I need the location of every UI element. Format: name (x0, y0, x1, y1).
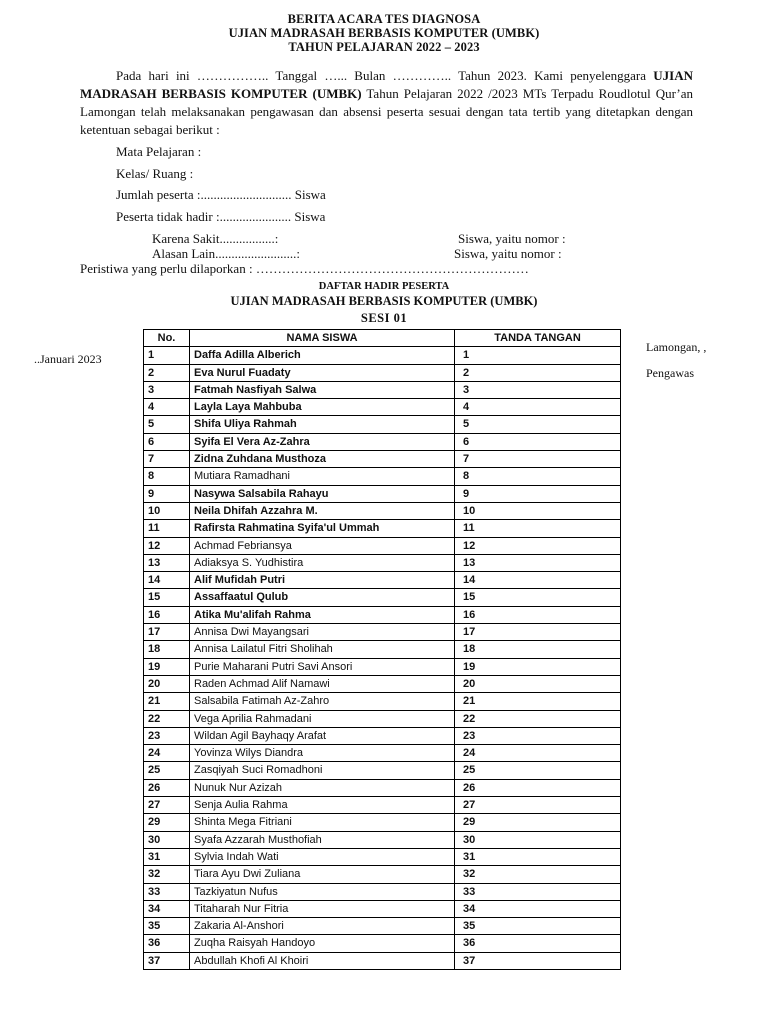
student-name: Senja Aulia Rahma (190, 797, 455, 814)
student-name: Tazkiyatun Nufus (190, 883, 455, 900)
student-name: Neila Dhifah Azzahra M. (190, 502, 455, 519)
table-body (144, 347, 621, 970)
table-row (144, 485, 621, 502)
student-name: Tiara Ayu Dwi Zuliana (190, 866, 455, 883)
table-row (144, 935, 621, 952)
student-name: Zasqiyah Suci Romadhoni (190, 762, 455, 779)
signature-cell: 36 (455, 935, 621, 952)
row-number: 11 (144, 520, 190, 537)
signature-cell: 15 (455, 589, 621, 606)
row-number: 27 (144, 797, 190, 814)
student-name: Salsabila Fatimah Az-Zahro (190, 693, 455, 710)
signature-cell: 35 (455, 918, 621, 935)
header-no: No. (144, 330, 190, 347)
field-karena-right: Siswa, yaitu nomor : (458, 231, 566, 246)
row-number: 10 (144, 502, 190, 519)
table-row (144, 745, 621, 762)
signature-cell: 22 (455, 710, 621, 727)
student-name: Fatmah Nasfiyah Salwa (190, 381, 455, 398)
student-name: Nasywa Salsabila Rahayu (190, 485, 455, 502)
intro-part1: Pada hari ini …………….. Tanggal …... Bulan ………….. Tahun 2023. Kami penyelenggara (116, 68, 654, 83)
signature-cell: 9 (455, 485, 621, 502)
student-name: Syafa Azzarah Musthofiah (190, 831, 455, 848)
row-number: 24 (144, 745, 190, 762)
row-number: 3 (144, 381, 190, 398)
table-row (144, 537, 621, 554)
table-row (144, 641, 621, 658)
student-name: Zuqha Raisyah Handoyo (190, 935, 455, 952)
row-number: 7 (144, 451, 190, 468)
row-number: 4 (144, 399, 190, 416)
row-number: 36 (144, 935, 190, 952)
row-number: 14 (144, 572, 190, 589)
field-alasan-right: Siswa, yaitu nomor : (454, 246, 562, 261)
signature-cell: 32 (455, 866, 621, 883)
row-number: 13 (144, 554, 190, 571)
field-peristiwa: Peristiwa yang perlu dilaporkan : ……………………………………………………… (80, 261, 529, 276)
table-row (144, 399, 621, 416)
signature-cell: 21 (455, 693, 621, 710)
table-row (144, 675, 621, 692)
attendance-table (143, 329, 621, 970)
table-row (144, 866, 621, 883)
signature-cell: 30 (455, 831, 621, 848)
daftar-subtitle: UJIAN MADRASAH BERBASIS KOMPUTER (UMBK) (230, 294, 538, 308)
row-number: 34 (144, 900, 190, 917)
table-row (144, 416, 621, 433)
signature-cell: 31 (455, 848, 621, 865)
table-row (144, 520, 621, 537)
table-row (144, 900, 621, 917)
field-kelas-ruang: Kelas/ Ruang : (116, 166, 194, 181)
student-name: Annisa Lailatul Fitri Sholihah (190, 641, 455, 658)
student-name: Yovinza Wilys Diandra (190, 745, 455, 762)
student-name: Shifa Uliya Rahmah (190, 416, 455, 433)
daftar-sesi: SESI 01 (360, 311, 408, 325)
row-number: 12 (144, 537, 190, 554)
row-number: 22 (144, 710, 190, 727)
signature-cell: 13 (455, 554, 621, 571)
table-row (144, 381, 621, 398)
student-name: Achmad Febriansya (190, 537, 455, 554)
field-alasan-lain: Alasan Lain.........................: (152, 246, 301, 261)
signature-cell: 8 (455, 468, 621, 485)
signature-cell: 11 (455, 520, 621, 537)
field-peserta-tidak-hadir: Peserta tidak hadir :...................... Siswa (116, 209, 326, 224)
student-name: Wildan Agil Bayhaqy Arafat (190, 727, 455, 744)
signature-cell: 10 (455, 502, 621, 519)
signature-cell: 33 (455, 883, 621, 900)
row-number: 6 (144, 433, 190, 450)
pengawas-label: Pengawas (646, 366, 694, 380)
signature-cell: 26 (455, 779, 621, 796)
row-number: 2 (144, 364, 190, 381)
row-number: 29 (144, 814, 190, 831)
table-row (144, 693, 621, 710)
signature-cell: 6 (455, 433, 621, 450)
table-row (144, 814, 621, 831)
table-row (144, 883, 621, 900)
signature-cell: 18 (455, 641, 621, 658)
table-row (144, 831, 621, 848)
student-name: Shinta Mega Fitriani (190, 814, 455, 831)
signature-cell: 24 (455, 745, 621, 762)
signature-cell: 2 (455, 364, 621, 381)
student-name: Alif Mufidah Putri (190, 572, 455, 589)
table-row (144, 502, 621, 519)
student-name: Adiaksya S. Yudhistira (190, 554, 455, 571)
table-header-row (144, 330, 621, 347)
student-name: Eva Nurul Fuadaty (190, 364, 455, 381)
signature-cell: 3 (455, 381, 621, 398)
student-name: Nunuk Nur Azizah (190, 779, 455, 796)
intro-bold: UJIAN MADRASAH BERBASIS KOMPUTER (UMBK) (80, 68, 693, 101)
student-name: Layla Laya Mahbuba (190, 399, 455, 416)
table-row (144, 347, 621, 364)
lamongan-date: Lamongan, , (646, 340, 707, 354)
table-row (144, 762, 621, 779)
table-row (144, 451, 621, 468)
table-row (144, 797, 621, 814)
row-number: 1 (144, 347, 190, 364)
row-number: 18 (144, 641, 190, 658)
table-row (144, 710, 621, 727)
row-number: 21 (144, 693, 190, 710)
signature-cell: 29 (455, 814, 621, 831)
signature-cell: 19 (455, 658, 621, 675)
signature-cell: 17 (455, 624, 621, 641)
student-name: Raden Achmad Alif Namawi (190, 675, 455, 692)
student-name: Assaffaatul Qulub (190, 589, 455, 606)
row-number: 31 (144, 848, 190, 865)
left-date: ..Januari 2023 (34, 352, 102, 366)
row-number: 33 (144, 883, 190, 900)
signature-cell: 20 (455, 675, 621, 692)
signature-cell: 1 (455, 347, 621, 364)
student-name: Zidna Zuhdana Musthoza (190, 451, 455, 468)
row-number: 17 (144, 624, 190, 641)
doc-title: BERITA ACARA TES DIAGNOSA (287, 12, 481, 26)
row-number: 8 (144, 468, 190, 485)
table-row (144, 624, 621, 641)
signature-cell: 4 (455, 399, 621, 416)
table-row (144, 727, 621, 744)
table-row (144, 468, 621, 485)
table-row (144, 554, 621, 571)
student-name: Annisa Dwi Mayangsari (190, 624, 455, 641)
student-name: Sylvia Indah Wati (190, 848, 455, 865)
student-name: Abdullah Khofi Al Khoiri (190, 952, 455, 969)
signature-cell: 34 (455, 900, 621, 917)
row-number: 15 (144, 589, 190, 606)
doc-year: TAHUN PELAJARAN 2022 – 2023 (288, 40, 480, 54)
signature-cell: 23 (455, 727, 621, 744)
signature-cell: 7 (455, 451, 621, 468)
row-number: 9 (144, 485, 190, 502)
field-mata-pelajaran: Mata Pelajaran : (116, 144, 202, 159)
table-row (144, 848, 621, 865)
signature-cell: 27 (455, 797, 621, 814)
signature-cell: 14 (455, 572, 621, 589)
row-number: 16 (144, 606, 190, 623)
intro-part2: Tahun Pelajaran 2022 /2023 MTs Terpadu Roudlotul Qur’an Lamongan telah melaksanakan pengawasan dan absensi peserta sesuai dengan tata tertib yang ditetapkan dengan ketentuan sebagai berikut : (80, 86, 694, 137)
student-name: Purie Maharani Putri Savi Ansori (190, 658, 455, 675)
student-name: Zakaria Al-Anshori (190, 918, 455, 935)
doc-subtitle: UJIAN MADRASAH BERBASIS KOMPUTER (UMBK) (228, 26, 540, 40)
row-number: 30 (144, 831, 190, 848)
row-number: 19 (144, 658, 190, 675)
signature-cell: 5 (455, 416, 621, 433)
table-row (144, 589, 621, 606)
table-row (144, 779, 621, 796)
row-number: 26 (144, 779, 190, 796)
signature-cell: 16 (455, 606, 621, 623)
row-number: 35 (144, 918, 190, 935)
student-name: Atika Mu'alifah Rahma (190, 606, 455, 623)
table-row (144, 572, 621, 589)
row-number: 5 (144, 416, 190, 433)
header-tanda-tangan: TANDA TANGAN (455, 330, 621, 347)
daftar-title: DAFTAR HADIR PESERTA (318, 281, 450, 292)
field-karena-sakit: Karena Sakit.................: (152, 231, 279, 246)
table-row (144, 433, 621, 450)
intro-paragraph (80, 67, 693, 139)
table-row (144, 952, 621, 969)
student-name: Vega Aprilia Rahmadani (190, 710, 455, 727)
table-row (144, 606, 621, 623)
row-number: 37 (144, 952, 190, 969)
row-number: 23 (144, 727, 190, 744)
student-name: Syifa El Vera Az-Zahra (190, 433, 455, 450)
student-name: Rafirsta Rahmatina Syifa'ul Ummah (190, 520, 455, 537)
row-number: 20 (144, 675, 190, 692)
row-number: 25 (144, 762, 190, 779)
student-name: Mutiara Ramadhani (190, 468, 455, 485)
signature-cell: 25 (455, 762, 621, 779)
table-row (144, 658, 621, 675)
table-row (144, 918, 621, 935)
student-name: Titaharah Nur Fitria (190, 900, 455, 917)
row-number: 32 (144, 866, 190, 883)
signature-cell: 12 (455, 537, 621, 554)
student-name: Daffa Adilla Alberich (190, 347, 455, 364)
table-row (144, 364, 621, 381)
field-jumlah-peserta: Jumlah peserta :............................ Siswa (116, 187, 326, 202)
signature-cell: 37 (455, 952, 621, 969)
header-nama-siswa: NAMA SISWA (190, 330, 455, 347)
